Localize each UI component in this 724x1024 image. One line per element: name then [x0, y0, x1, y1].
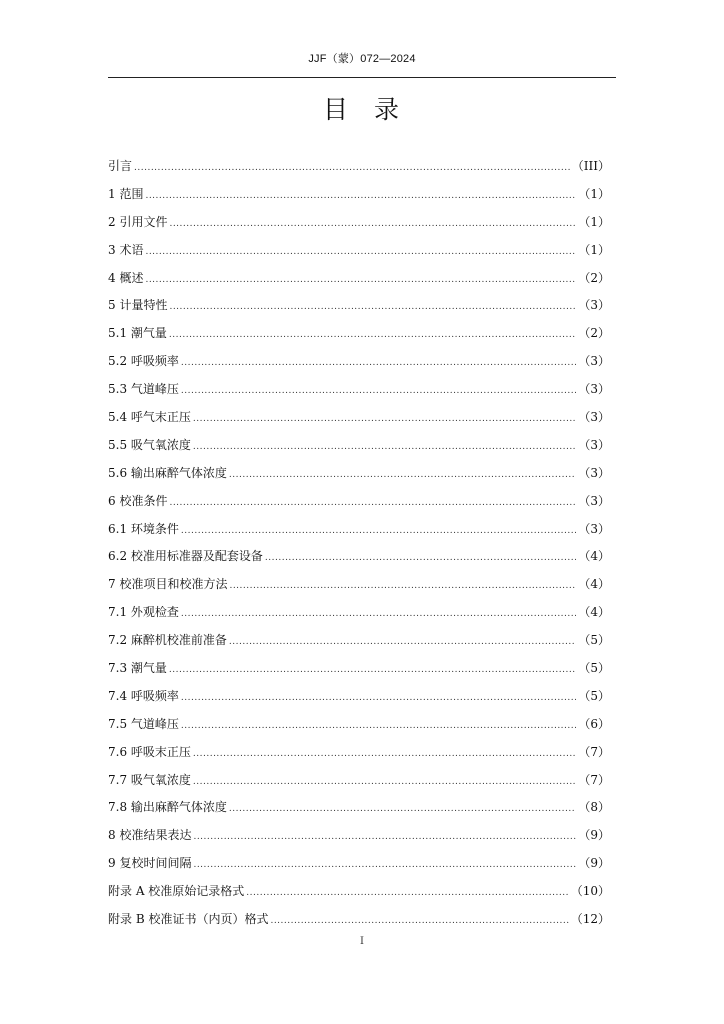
toc-entry-page: （3）: [578, 382, 610, 397]
toc-leader-dots: [181, 518, 576, 546]
toc-entry-page: （4）: [578, 577, 610, 592]
toc-entry-page: （3）: [578, 298, 610, 313]
toc-entry[interactable]: [108, 627, 610, 655]
toc-entry-label: 7.5 气道峰压: [108, 716, 179, 731]
toc-entry-page: （4）: [578, 605, 610, 620]
toc-entry-label: 4 概述: [108, 270, 144, 285]
toc-entry-label: 6.2 校准用标准器及配套设备: [108, 549, 263, 564]
toc-entry[interactable]: [108, 850, 610, 878]
toc-entry-page: （3）: [578, 354, 610, 369]
toc-entry[interactable]: [108, 655, 610, 683]
toc-entry-label: 7.4 呼吸频率: [108, 688, 179, 703]
toc-leader-dots: [145, 183, 576, 211]
toc-entry[interactable]: [108, 599, 610, 627]
toc-leader-dots: [169, 211, 576, 239]
toc-entry[interactable]: [108, 432, 610, 460]
toc-entry[interactable]: [108, 739, 610, 767]
table-of-contents: [108, 153, 610, 934]
toc-entry-page: （2）: [578, 326, 610, 341]
toc-entry[interactable]: [108, 153, 610, 181]
toc-entry[interactable]: [108, 460, 610, 488]
toc-entry-label: 5.1 潮气量: [108, 326, 167, 341]
toc-entry-label: 引言: [108, 159, 133, 173]
toc-entry-label: 附录 B 校准证书（内页）格式: [108, 912, 269, 927]
toc-entry-page: （12）: [570, 912, 610, 927]
toc-entry-label: 6 校准条件: [108, 493, 168, 508]
toc-entry[interactable]: [108, 209, 610, 237]
toc-entry[interactable]: [108, 543, 610, 571]
toc-entry-label: 9 复校时间间隔: [108, 856, 192, 871]
toc-entry[interactable]: [108, 488, 610, 516]
toc-entry-label: 7.8 输出麻醉气体浓度: [108, 800, 227, 815]
toc-leader-dots: [270, 908, 568, 936]
toc-leader-dots: [169, 294, 576, 322]
toc-leader-dots: [229, 629, 576, 657]
toc-entry-label: 5.5 吸气氧浓度: [108, 437, 191, 452]
toc-entry-page: （6）: [578, 716, 610, 731]
toc-entry-page: （1）: [578, 242, 610, 257]
toc-entry[interactable]: [108, 348, 610, 376]
toc-leader-dots: [169, 322, 576, 350]
toc-leader-dots: [181, 713, 576, 741]
toc-entry-page: （9）: [578, 828, 610, 843]
toc-entry-page: （8）: [578, 800, 610, 815]
toc-entry-label: 7.1 外观检查: [108, 605, 179, 620]
toc-leader-dots: [229, 573, 576, 601]
toc-entry-page: （7）: [578, 744, 610, 759]
toc-entry[interactable]: [108, 878, 610, 906]
toc-leader-dots: [193, 824, 576, 852]
toc-entry[interactable]: [108, 683, 610, 711]
toc-entry-page: （3）: [578, 410, 610, 425]
toc-leader-dots: [169, 490, 576, 518]
toc-entry-page: （4）: [578, 549, 610, 564]
toc-entry-label: 7.3 潮气量: [108, 661, 167, 676]
toc-entry[interactable]: [108, 265, 610, 293]
toc-entry-label: 3 术语: [108, 242, 144, 257]
toc-entry-page: （3）: [578, 465, 610, 480]
toc-entry-label: 附录 A 校准原始记录格式: [108, 884, 245, 899]
toc-entry[interactable]: [108, 906, 610, 934]
toc-entry-label: 1 范围: [108, 186, 144, 201]
toc-leader-dots: [193, 406, 576, 434]
toc-entry-page: （3）: [578, 521, 610, 536]
toc-entry-label: 7.6 呼吸末正压: [108, 744, 191, 759]
toc-entry-page: （7）: [578, 772, 610, 787]
toc-entry-label: 7 校准项目和校准方法: [108, 577, 228, 592]
toc-entry-label: 7.2 麻醉机校准前准备: [108, 633, 227, 648]
toc-entry[interactable]: [108, 822, 610, 850]
toc-leader-dots: [193, 741, 576, 769]
toc-entry-page: （III）: [571, 159, 610, 173]
toc-entry[interactable]: [108, 711, 610, 739]
toc-entry-label: 5 计量特性: [108, 298, 168, 313]
toc-entry[interactable]: [108, 237, 610, 265]
toc-entry-label: 6.1 环境条件: [108, 521, 179, 536]
toc-entry-label: 5.2 呼吸频率: [108, 354, 179, 369]
toc-entry-label: 8 校准结果表达: [108, 828, 192, 843]
toc-entry-page: （5）: [578, 688, 610, 703]
toc-entry-page: （1）: [578, 214, 610, 229]
title-char-right: 录: [374, 95, 402, 124]
toc-entry-page: （1）: [578, 186, 610, 201]
toc-entry[interactable]: [108, 376, 610, 404]
toc-leader-dots: [265, 545, 576, 573]
toc-leader-dots: [193, 852, 576, 880]
toc-leader-dots: [229, 462, 576, 490]
title-char-left: 目: [322, 95, 350, 124]
toc-entry-label: 7.7 吸气氧浓度: [108, 772, 191, 787]
toc-entry-label: 5.4 呼气末正压: [108, 410, 191, 425]
toc-entry[interactable]: [108, 181, 610, 209]
toc-leader-dots: [229, 796, 576, 824]
toc-leader-dots: [246, 880, 568, 908]
toc-leader-dots: [193, 769, 576, 797]
page-title: [108, 90, 616, 126]
toc-entry[interactable]: [108, 404, 610, 432]
toc-entry-page: （9）: [578, 856, 610, 871]
toc-leader-dots: [169, 657, 576, 685]
toc-leader-dots: [145, 239, 576, 267]
toc-entry-label: 5.3 气道峰压: [108, 382, 179, 397]
toc-entry-page: （5）: [578, 633, 610, 648]
toc-leader-dots: [145, 267, 576, 295]
toc-leader-dots: [181, 378, 576, 406]
toc-entry[interactable]: [108, 320, 610, 348]
toc-leader-dots: [134, 155, 570, 183]
toc-entry-page: （5）: [578, 661, 610, 676]
toc-entry-page: （10）: [570, 884, 610, 899]
page-number: I: [360, 936, 364, 947]
toc-entry-page: （3）: [578, 437, 610, 452]
toc-entry[interactable]: [108, 571, 610, 599]
toc-leader-dots: [193, 434, 576, 462]
header-divider: [108, 77, 616, 78]
toc-leader-dots: [181, 685, 576, 713]
toc-entry[interactable]: [108, 794, 610, 822]
toc-entry[interactable]: [108, 292, 610, 320]
document-header: JJF（蒙）072—2024: [308, 53, 416, 65]
toc-entry-label: 2 引用文件: [108, 214, 168, 229]
toc-leader-dots: [181, 601, 576, 629]
toc-entry[interactable]: [108, 516, 610, 544]
toc-entry-page: （3）: [578, 493, 610, 508]
toc-entry-label: 5.6 输出麻醉气体浓度: [108, 465, 227, 480]
toc-leader-dots: [181, 350, 576, 378]
toc-entry-page: （2）: [578, 270, 610, 285]
toc-entry[interactable]: [108, 767, 610, 795]
